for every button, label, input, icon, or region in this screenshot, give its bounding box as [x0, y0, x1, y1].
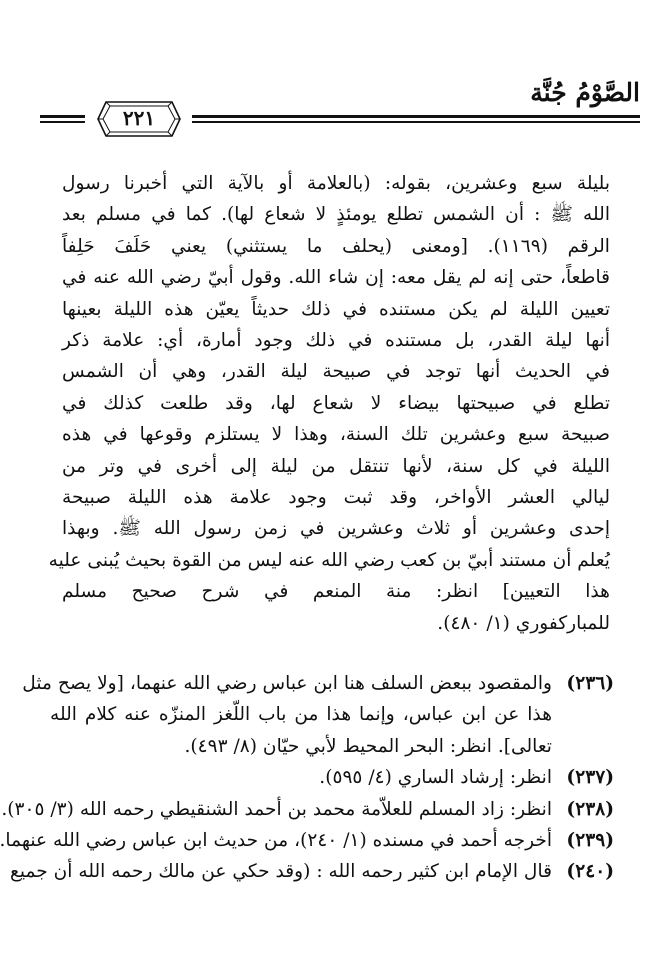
text-line: هذا التعيين] انظر: منة المنعم في شرح صحيح مسلم [62, 581, 610, 603]
text-line: صبيحة سبع وعشرين تلك السنة، وهذا لا يستلزم وقوعها في هذه [62, 424, 610, 446]
footnote-line: قال الإمام ابن كثير رحمه الله : (وقد حكي عن مالك رحمه الله أن جميع [9, 861, 552, 883]
running-title: الصَّوْمُ جُنَّة [530, 78, 640, 107]
page-number-frame [96, 100, 182, 138]
footnotes [0, 668, 614, 888]
footnote-line: تعالى]. انظر: البحر المحيط لأبي حيّان (٨/ ٤٩٣). [184, 735, 552, 757]
header-rule [40, 115, 85, 118]
main-text [48, 168, 610, 639]
footnote-number: (٢٣٦) [566, 673, 614, 694]
text-line: في الحديث أنها توجد في صبيحة ليلة القدر، وهي أن الشمس [62, 361, 610, 383]
footnote-line: انظر: إرشاد الساري (٤/ ٥٩٥). [319, 767, 552, 789]
text-line: تعيين الليلة لم يكن مستنده في ذلك حديثاً يعيّن هذه الليلة بعينها [62, 298, 610, 320]
page-header [40, 78, 640, 138]
header-rule [192, 121, 640, 123]
footnote [0, 825, 614, 856]
footnote [9, 856, 614, 887]
text-line: قاطعاً، حتى إنه لم يقل معه: إن شاء الله. وقول أبيّ رضي الله عنه في [62, 267, 610, 289]
text-line: الله ﷺ : أن الشمس تطلع يومئذٍ لا شعاع لها). كما في مسلم بعد [62, 204, 610, 226]
page-number: ٢٢١ [122, 106, 156, 130]
footnote [22, 668, 614, 762]
footnote-number: (٢٤٠) [566, 861, 614, 883]
footnote [1, 794, 614, 825]
footnote-number: (٢٣٩) [566, 830, 614, 852]
text-line: الليلة في كل سنة، لأنها تنتقل من ليلة إلى أخرى في وتر من [62, 455, 610, 477]
text-line: إحدى وعشرين أو ثلاث وعشرين في زمن رسول الله ﷺ. وبهذا [62, 518, 610, 540]
footnote-number: (٢٣٧) [566, 767, 614, 789]
text-line: الرقم (١١٦٩). [ومعنى (يحلف ما يستثني) يعني حَلَفَ حَلِفاً [62, 235, 610, 257]
text-line: للمباركفوري (١/ ٤٨٠). [437, 612, 610, 634]
footnote-line: أخرجه أحمد في مسنده (١/ ٢٤٠)، من حديث ابن عباس رضي الله عنهما. [0, 830, 552, 852]
footnote-number: (٢٣٨) [566, 798, 614, 820]
text-line: أنها ليلة القدر، بل مستنده في ذلك وجود أمارة، أي: علامة ذكر [62, 330, 610, 352]
header-rule [192, 115, 640, 118]
text-line: تطلع في صبيحتها بيضاء لا شعاع لها، وقد طلعت كذلك في [62, 392, 610, 414]
text-line: ليالي العشر الأواخر، وقد ثبت وجود علامة هذه الليلة صبيحة [62, 487, 610, 509]
footnote [50, 762, 614, 793]
text-line: يُعلم أن مستند أبيّ بن كعب رضي الله عنه ليس من القوة بحيث يُبنى عليه [48, 549, 610, 571]
footnote-line: والمقصود ببعض السلف هنا ابن عباس رضي الله عنهما، [ولا يصح مثل [22, 673, 552, 694]
footnote-line: انظر: زاد المسلم للعلاّمة محمد بن أحمد الشنقيطي رحمه الله (٣/ ٣٠٥). [1, 798, 552, 820]
text-line: بليلة سبع وعشرين، بقوله: (بالعلامة أو بالآية التي أخبرنا رسول [62, 173, 610, 194]
header-rule [40, 121, 85, 123]
footnote-line: هذا عن ابن عباس، وإنما هذا من باب اللّغز المنزّه عنه كلام الله [50, 704, 552, 726]
body-paragraph [48, 168, 610, 639]
